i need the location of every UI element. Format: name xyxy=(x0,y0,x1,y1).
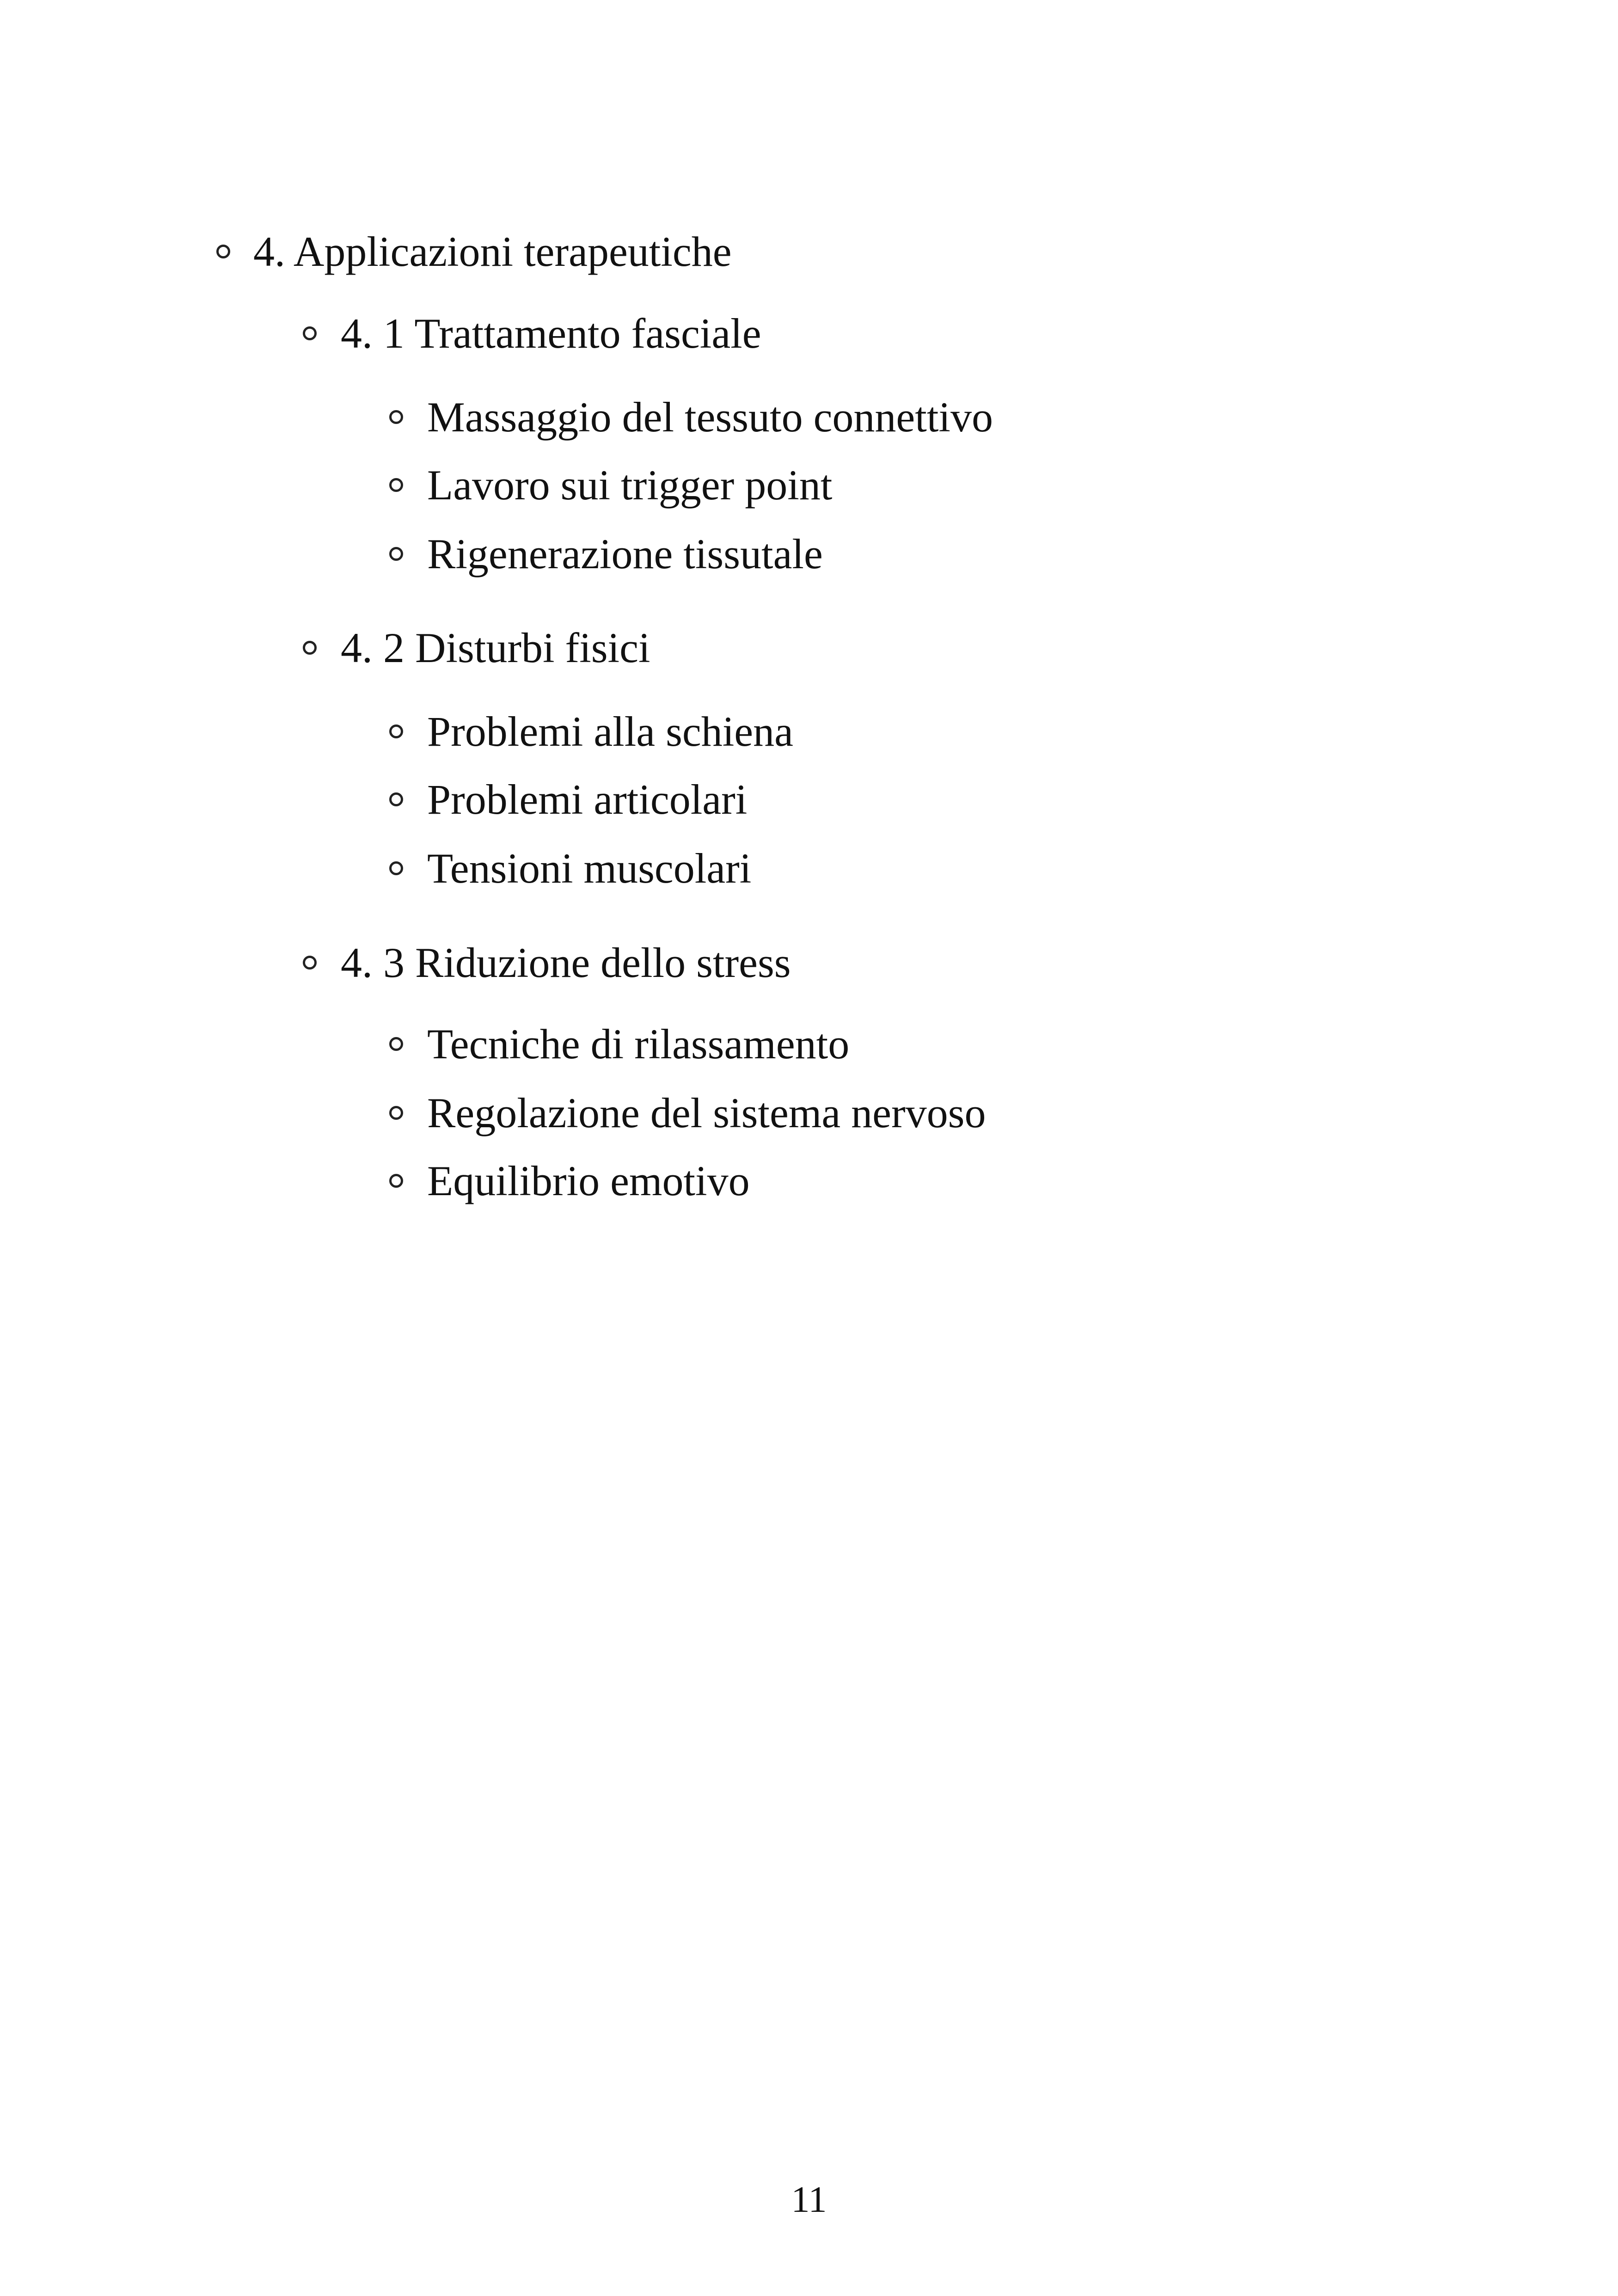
hollow-circle-icon xyxy=(389,792,403,806)
section-heading: 4. 2 Disturbi fisici xyxy=(341,624,650,671)
outline-list-item xyxy=(389,1020,850,1068)
outline-section-heading xyxy=(303,626,650,669)
outline-list-item xyxy=(389,710,793,753)
hollow-circle-icon xyxy=(389,1106,403,1120)
hollow-circle-icon xyxy=(389,478,403,492)
outline-list-item xyxy=(389,847,751,890)
hollow-circle-icon xyxy=(389,547,403,561)
outline-list-item xyxy=(389,461,833,509)
outline-section-heading xyxy=(303,312,761,355)
outline-list-item xyxy=(389,1089,986,1136)
list-item-text: Problemi articolari xyxy=(427,776,748,823)
outline-section-heading xyxy=(303,941,791,984)
hollow-circle-icon xyxy=(216,245,230,258)
hollow-circle-icon xyxy=(389,861,403,875)
list-item-text: Equilibrio emotivo xyxy=(427,1157,750,1204)
section-heading: 4. 1 Trattamento fasciale xyxy=(341,310,761,357)
hollow-circle-icon xyxy=(303,956,317,970)
hollow-circle-icon xyxy=(389,410,403,424)
outline-list-item xyxy=(389,530,823,577)
outline-list-item xyxy=(389,393,993,441)
hollow-circle-icon xyxy=(389,1174,403,1188)
list-item-text: Regolazione del sistema nervoso xyxy=(427,1089,986,1136)
outline-title: 4. Applicazioni terapeutiche xyxy=(253,228,732,275)
hollow-circle-icon xyxy=(389,1037,403,1051)
outline-item-main xyxy=(216,230,732,273)
page-number: 11 xyxy=(791,2179,827,2220)
outline-list-item xyxy=(389,1157,750,1204)
outline-list-item xyxy=(389,778,747,821)
list-item-text: Lavoro sui trigger point xyxy=(427,461,833,509)
list-item-text: Problemi alla schiena xyxy=(427,708,793,755)
list-item-text: Tensioni muscolari xyxy=(427,845,752,892)
list-item-text: Rigenerazione tissutale xyxy=(427,530,823,577)
list-item-text: Massaggio del tessuto connettivo xyxy=(427,393,993,441)
section-heading: 4. 3 Riduzione dello stress xyxy=(341,939,791,986)
hollow-circle-icon xyxy=(303,326,317,340)
hollow-circle-icon xyxy=(303,641,317,655)
list-item-text: Tecniche di rilassamento xyxy=(427,1020,850,1068)
hollow-circle-icon xyxy=(389,724,403,738)
